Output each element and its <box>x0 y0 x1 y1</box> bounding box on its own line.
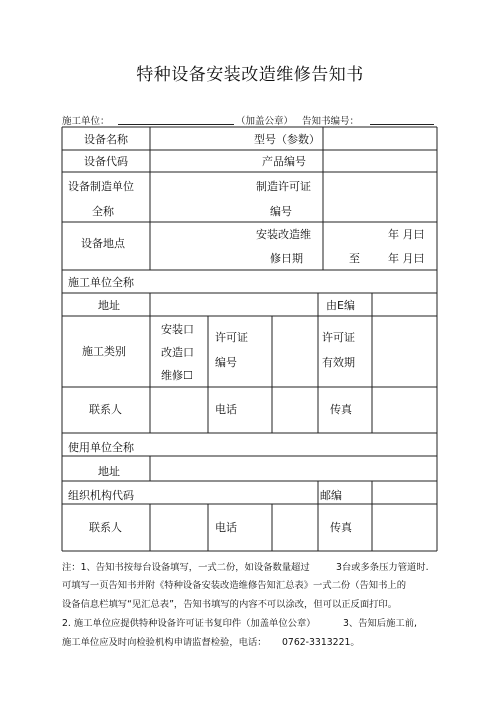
construction-unit-underline <box>118 124 234 125</box>
construction-type-label: 施工类别 <box>82 345 126 358</box>
construction-unit-label: 施工单位： <box>62 116 110 127</box>
location-label: 设备地点 <box>81 237 125 250</box>
notice-number-label: 告知书编号： <box>302 116 360 127</box>
postcode-label: 由E编 <box>326 299 355 312</box>
note-line-4b: 3、告知后施工前, <box>343 618 417 629</box>
type-repair-checkbox[interactable]: 维修☐ <box>161 369 193 382</box>
type-install-checkbox[interactable]: 安装口 <box>161 323 194 336</box>
install-date-label-line2: 修日期 <box>270 252 303 265</box>
end-date-field[interactable]: 年 月曰 <box>388 252 425 265</box>
note-line-4a: 2. 施工单位应提供特种设备许可证书复印件（加盖单位公章） <box>62 618 316 629</box>
note-line-1a: 注：1、告知书按每台设备填写，一式二份，如设备数量超过 <box>62 562 310 573</box>
user-contact-label: 联系人 <box>89 521 122 534</box>
user-address-label: 地址 <box>98 465 120 478</box>
address-label: 地址 <box>98 299 120 312</box>
note-line-1b: 3台或多条压力管道时. <box>336 562 429 573</box>
user-unit-name-label: 使用单位全称 <box>68 441 134 454</box>
notice-number-underline <box>370 124 434 125</box>
manufacturer-label-line1: 设备制造单位 <box>68 180 134 193</box>
manufacturing-license-label-line1: 制造许可证 <box>256 180 311 193</box>
manufacturer-label-line2: 全称 <box>92 205 114 218</box>
inspection-phone-number: 0762-3313221。 <box>282 637 360 648</box>
license-label-line1: 许可证 <box>215 331 248 344</box>
equipment-code-label: 设备代码 <box>84 155 128 168</box>
phone-label: 电话 <box>215 403 237 416</box>
fax-label: 传真 <box>330 403 352 416</box>
user-fax-label: 传真 <box>330 521 352 534</box>
license-validity-label-line2: 有效期 <box>322 356 355 369</box>
install-date-label-line1: 安装改造维 <box>256 228 311 241</box>
type-modify-checkbox[interactable]: 改造口 <box>161 346 194 359</box>
license-label-line2: 编号 <box>215 356 237 369</box>
date-to-label: 至 <box>349 252 360 265</box>
construction-unit-name-label: 施工单位全称 <box>68 276 134 289</box>
contact-label: 联系人 <box>89 403 122 416</box>
note-line-2: 可填写一页告知书并附《特种设备安装改造维修告知汇总表》一式二份（告知书上的 <box>62 580 406 591</box>
note-line-3: 设备信息栏填写“见汇总表”，告知书填写的内容不可以涂改，但可以正反面打印。 <box>62 599 398 610</box>
org-code-label: 组织机构代码 <box>68 489 134 502</box>
equipment-name-label: 设备名称 <box>84 133 128 146</box>
model-label: 型号（参数） <box>254 133 320 146</box>
user-postcode-label: 邮编 <box>320 489 342 502</box>
user-phone-label: 电话 <box>215 521 237 534</box>
start-date-field[interactable]: 年 月曰 <box>388 228 425 241</box>
note-line-5a: 施工单位应及时向检验机构申请监督检验，电话： <box>62 637 267 648</box>
page-title: 特种设备安装改造维修告知书 <box>136 65 364 85</box>
product-number-label: 产品编号 <box>262 155 306 168</box>
manufacturing-license-label-line2: 编号 <box>270 205 292 218</box>
seal-note: （加盖公章） <box>236 116 294 127</box>
license-validity-label-line1: 许可证 <box>322 331 355 344</box>
